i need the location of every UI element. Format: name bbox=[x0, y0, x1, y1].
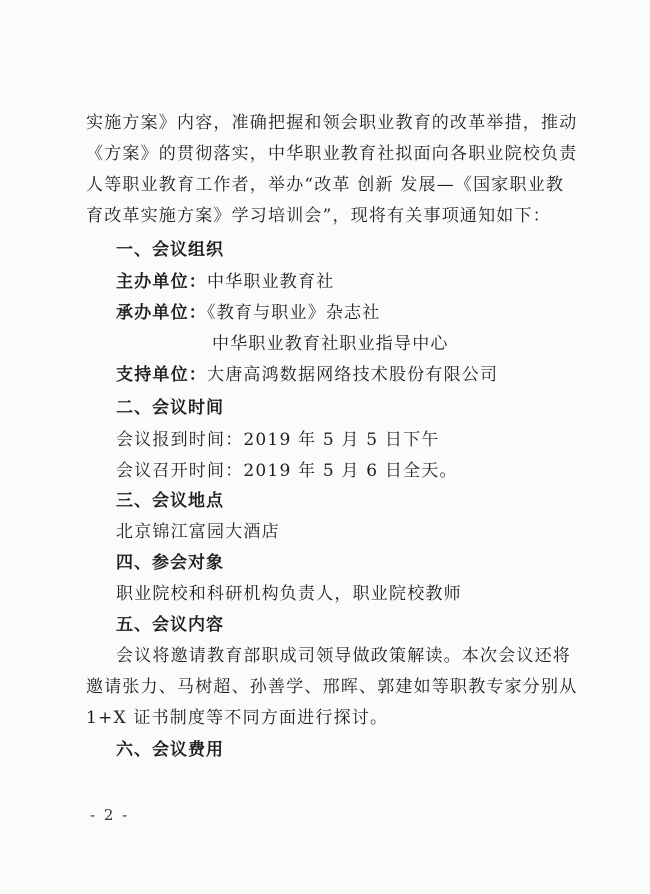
section-4-heading: 四、参会对象 bbox=[116, 553, 224, 573]
section-5-heading: 五、会议内容 bbox=[116, 615, 224, 635]
page-number: - 2 - bbox=[90, 806, 130, 824]
support-unit-row bbox=[116, 360, 498, 385]
meeting-time: 会议召开时间：2019 年 5 月 6 日全天。 bbox=[116, 461, 458, 481]
content-line-3: 1+X 证书制度等不同方面进行探讨。 bbox=[86, 708, 389, 728]
section-6-heading: 六、会议费用 bbox=[116, 740, 224, 760]
intro-line-2: 《方案》的贯彻落实，中华职业教育社拟面向各职业院校负责 bbox=[86, 144, 578, 164]
content-line-1: 会议将邀请教育部职成司领导做政策解读。本次会议还将 bbox=[116, 646, 571, 666]
intro-line-3: 人等职业教育工作者，举办“改革 创新 发展—《国家职业教 bbox=[86, 175, 565, 195]
intro-line-1: 实施方案》内容，准确把握和领会职业教育的改革举措，推动 bbox=[86, 113, 578, 133]
meeting-location: 北京锦江富园大酒店 bbox=[116, 522, 280, 542]
organizer-unit-label: 承办单位： bbox=[116, 303, 207, 323]
support-unit-value: 大唐高鸿数据网络技术股份有限公司 bbox=[207, 365, 499, 385]
section-3-heading: 三、会议地点 bbox=[116, 491, 224, 511]
support-unit-label: 支持单位： bbox=[116, 365, 207, 385]
section-2-heading: 二、会议时间 bbox=[116, 398, 224, 418]
host-unit-label: 主办单位： bbox=[116, 272, 207, 292]
registration-time: 会议报到时间：2019 年 5 月 5 日下午 bbox=[116, 430, 440, 450]
organizer-unit-value-1: 《教育与职业》杂志社 bbox=[207, 303, 381, 323]
organizer-unit-value-2: 中华职业教育社职业指导中心 bbox=[212, 334, 449, 354]
attendees: 职业院校和科研机构负责人，职业院校教师 bbox=[116, 584, 462, 604]
section-1-heading: 一、会议组织 bbox=[116, 240, 224, 260]
organizer-unit-row bbox=[116, 298, 381, 323]
intro-line-4: 育改革实施方案》学习培训会”，现将有关事项通知如下： bbox=[86, 206, 551, 226]
host-unit-value: 中华职业教育社 bbox=[207, 272, 335, 292]
content-line-2: 邀请张力、马树超、孙善学、邢晖、郭建如等职教专家分别从 bbox=[86, 677, 578, 697]
host-unit-row bbox=[116, 267, 334, 292]
